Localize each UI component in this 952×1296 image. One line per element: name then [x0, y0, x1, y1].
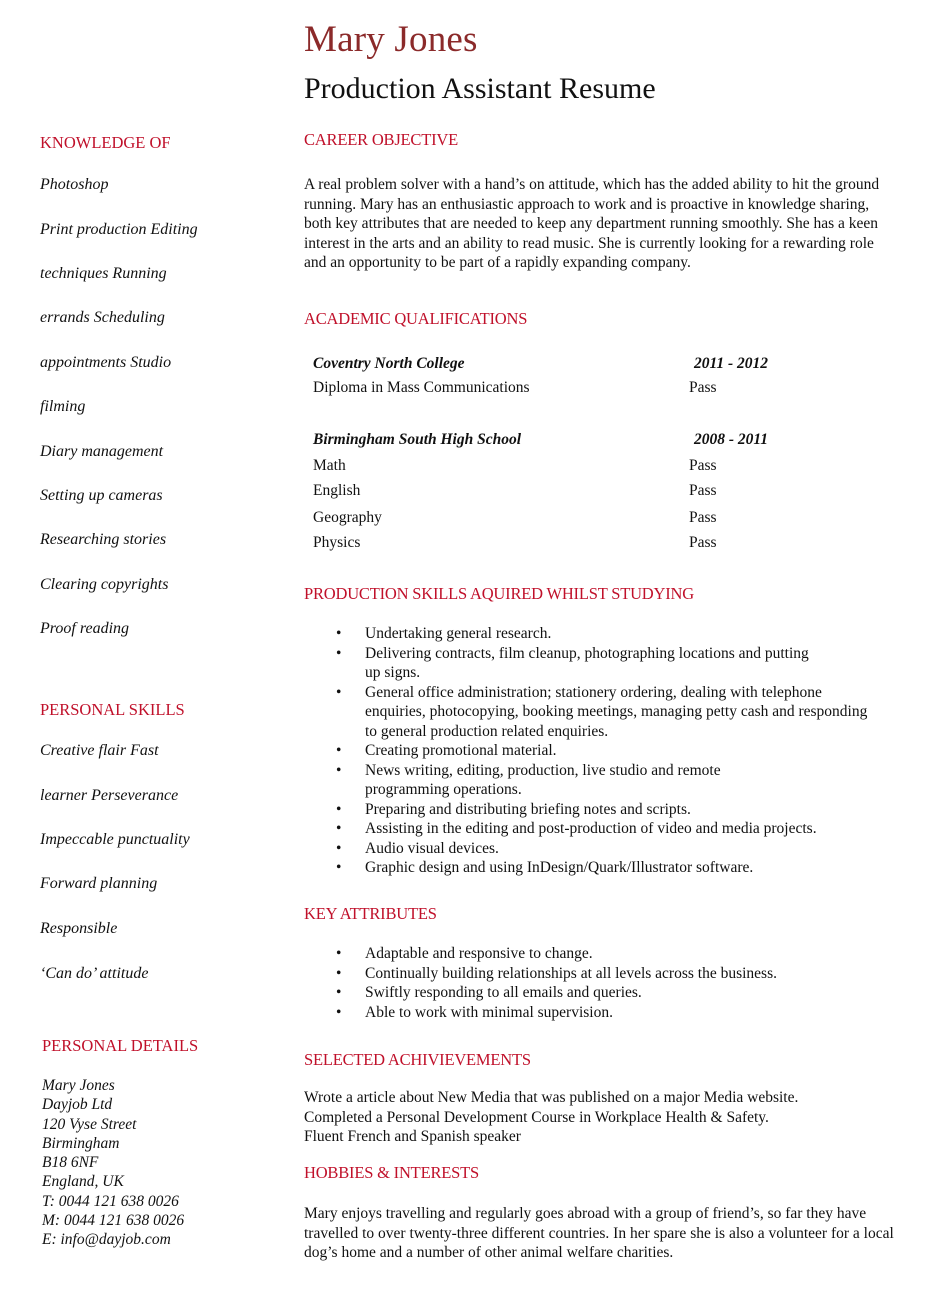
production-skills-heading: PRODUCTION SKILLS AQUIRED WHILST STUDYING — [304, 584, 694, 603]
personal-skill-item: Forward planning — [40, 875, 158, 892]
list-item: • Able to work with minimal supervision. — [304, 1003, 894, 1023]
personal-skills-heading: PERSONAL SKILLS — [40, 700, 185, 719]
personal-skill-item: Responsible — [40, 920, 118, 937]
knowledge-item: filming — [40, 398, 86, 415]
detail-company: Dayjob Ltd — [42, 1096, 113, 1114]
detail-email: E: info@dayjob.com — [42, 1231, 171, 1249]
detail-mobile: M: 0044 121 638 0026 — [42, 1212, 185, 1230]
career-objective-heading: CAREER OBJECTIVE — [304, 130, 459, 149]
resume-title: Production Assistant Resume — [304, 72, 656, 105]
knowledge-item: Researching stories — [40, 531, 167, 548]
subject-name: Geography — [313, 509, 382, 526]
list-item: • News writing, editing, production, live studio and remote programming operations. — [304, 761, 874, 800]
key-attributes-list — [304, 944, 894, 1022]
subject-name: Math — [313, 457, 346, 474]
achievement-item: Completed a Personal Development Course in Workplace Health & Safety. — [304, 1108, 769, 1126]
knowledge-item: Print production Editing — [40, 221, 198, 238]
school-years: 2011 - 2012 — [694, 355, 769, 372]
detail-name: Mary Jones — [42, 1077, 115, 1094]
knowledge-item: Photoshop — [40, 176, 109, 193]
personal-skill-item: Impeccable punctuality — [40, 831, 190, 848]
knowledge-item: techniques Running — [40, 265, 167, 282]
knowledge-item: Proof reading — [40, 620, 130, 637]
subject-result: Pass — [689, 509, 717, 526]
achievements-list — [304, 1088, 894, 1147]
list-item: • Adaptable and responsive to change. — [304, 944, 894, 964]
detail-telephone: T: 0044 121 638 0026 — [42, 1192, 179, 1210]
subject-result: Pass — [689, 457, 717, 474]
knowledge-item: Clearing copyrights — [40, 576, 169, 593]
detail-postcode: B18 6NF — [42, 1154, 99, 1172]
knowledge-item: Diary management — [40, 443, 164, 460]
list-item: • Preparing and distributing briefing notes and scripts. — [304, 800, 874, 820]
achievement-item: Wrote a article about New Media that was published on a major Media website. — [304, 1089, 799, 1106]
subject-result: Pass — [689, 379, 717, 396]
school-years: 2008 - 2011 — [694, 431, 769, 448]
list-item: • Graphic design and using InDesign/Quark/Illustrator software. — [304, 858, 874, 878]
hobbies-text: Mary enjoys travelling and regularly goes abroad with a group of friend’s, so far they have travelled to over twenty-three different countries. In her spare she is also a volunteer for a local dog’s home and a number of other animal welfare charities. — [304, 1205, 894, 1261]
list-item: • General office administration; stationery ordering, dealing with telephone enquiries, photocopying, booking meetings, managing petty cash and responding to general production related enquiries. — [304, 683, 874, 742]
detail-city: Birmingham — [42, 1134, 120, 1152]
detail-country: England, UK — [42, 1173, 124, 1191]
subject-name: English — [313, 482, 361, 499]
subject-name: Physics — [313, 534, 361, 551]
school-name: Coventry North College — [313, 355, 465, 372]
personal-details — [42, 1076, 184, 1250]
achievement-item: Fluent French and Spanish speaker — [304, 1128, 521, 1145]
production-skills-list — [304, 624, 874, 878]
list-item: • Assisting in the editing and post-production of video and media projects. — [304, 819, 914, 839]
candidate-name: Mary Jones — [304, 19, 478, 60]
knowledge-item: errands Scheduling — [40, 309, 165, 326]
list-item: • Undertaking general research. — [304, 624, 874, 644]
personal-details-heading: PERSONAL DETAILS — [42, 1036, 199, 1055]
subject-result: Pass — [689, 482, 717, 499]
personal-skill-item: Creative flair Fast — [40, 742, 159, 759]
detail-street: 120 Vyse Street — [42, 1115, 137, 1133]
list-item: • Delivering contracts, film cleanup, photographing locations and putting up signs. — [304, 644, 874, 683]
school-name: Birmingham South High School — [313, 431, 522, 448]
personal-skill-item: learner Perseverance — [40, 787, 179, 804]
hobbies-heading: HOBBIES & INTERESTS — [304, 1163, 479, 1182]
knowledge-heading: KNOWLEDGE OF — [40, 133, 171, 152]
subject-result: Pass — [689, 534, 717, 551]
knowledge-item: Setting up cameras — [40, 487, 163, 504]
list-item: • Audio visual devices. — [304, 839, 874, 859]
achievements-heading: SELECTED ACHIVIEVEMENTS — [304, 1050, 531, 1069]
key-attributes-heading: KEY ATTRIBUTES — [304, 904, 437, 923]
career-objective-text: A real problem solver with a hand’s on attitude, which has the added ability to hit the ground running. Mary has an enthusiastic approach to work and is proactive in knowledge sharing, both key attributes that are needed to keep any department running smoothly. She has a keen interest in the arts and an ability to read music. She is currently looking for a rewarding role and an opportunity to be part of a rapidly expanding company. — [304, 176, 880, 271]
list-item: • Continually building relationships at all levels across the business. — [304, 964, 894, 984]
personal-skill-item: ‘Can do’ attitude — [40, 965, 149, 982]
knowledge-item: appointments Studio — [40, 354, 172, 371]
subject-name: Diploma in Mass Communications — [313, 379, 530, 396]
academic-heading: ACADEMIC QUALIFICATIONS — [304, 309, 528, 328]
list-item: • Swiftly responding to all emails and queries. — [304, 983, 894, 1003]
list-item: • Creating promotional material. — [304, 741, 874, 761]
